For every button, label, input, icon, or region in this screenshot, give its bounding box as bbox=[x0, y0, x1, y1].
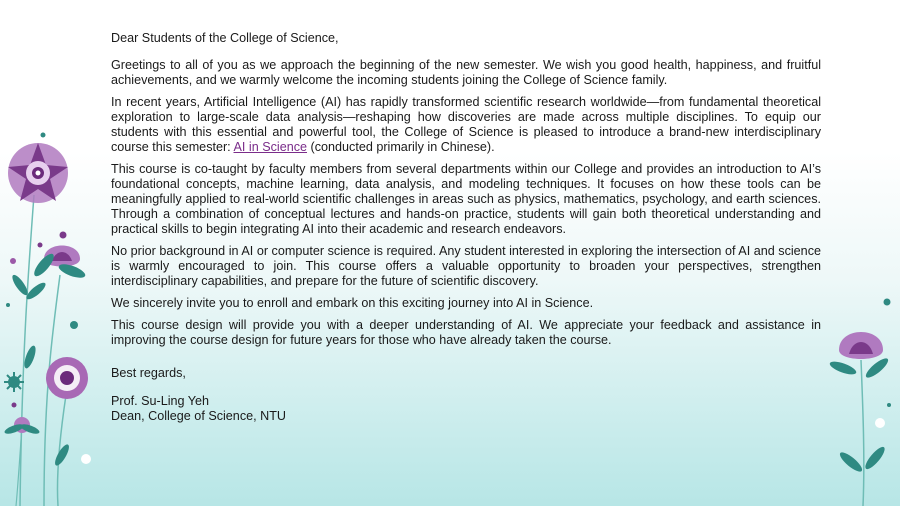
salutation: Dear Students of the College of Science, bbox=[111, 31, 339, 45]
paragraph-greeting: Greetings to all of you as we approach the beginning of the new semester. We wish you good health, happiness, and fruitful achievements, and we warmly welcome the incoming students joining the College of Science family. bbox=[111, 58, 821, 87]
paragraph-ai-intro bbox=[111, 95, 821, 155]
paragraph-prerequisites: No prior background in AI or computer science is required. Any student interested in exploring the intersection of AI and science is warmly encouraged to join. This course offers a valuable opportunity to broaden your perspectives, strengthen interdisciplinary capabilities, and prepare for the future of scientific discovery. bbox=[111, 244, 821, 288]
paragraph-ai-intro-tail: (conducted primarily in Chinese). bbox=[307, 140, 495, 154]
paragraph-ai-intro-text: In recent years, Artificial Intelligence (AI) has rapidly transformed scientific research worldwide—from fundamental theoretical exploration to large-scale data analysis—reshaping how discoveries are made across multiple disciplines. To equip our students with this essential and powerful tool, the College of Science is pleased to introduce a brand-new interdisciplinary course this semester: bbox=[111, 95, 821, 154]
course-link-ai-in-science[interactable]: AI in Science bbox=[233, 140, 308, 154]
paragraph-feedback: This course design will provide you with a deeper understanding of AI. We appreciate your feedback and assistance in improving the course design for future years for those who have already taken the course. bbox=[111, 318, 821, 347]
paragraph-invitation: We sincerely invite you to enroll and embark on this exciting journey into AI in Science. bbox=[111, 296, 594, 310]
signer-name: Prof. Su-Ling Yeh bbox=[111, 394, 210, 408]
letter-body bbox=[111, 31, 821, 424]
left-floral-decoration bbox=[0, 95, 110, 506]
signer-title: Dean, College of Science, NTU bbox=[111, 409, 286, 423]
right-floral-decoration bbox=[825, 290, 900, 506]
closing: Best regards, bbox=[111, 366, 186, 380]
paragraph-course-description: This course is co-taught by faculty members from several departments within our College and provides an introduction to AI’s foundational concepts, machine learning, data analysis, and modeling techniques. It focuses on how these tools can be meaningfully applied to real-world scientific challenges in areas such as physics, mathematics, psychology, and earth sciences. Through a combination of conceptual lectures and hands-on practice, students will gain both theoretical understanding and practical skills to begin integrating AI into their academic and research endeavors. bbox=[111, 162, 821, 236]
